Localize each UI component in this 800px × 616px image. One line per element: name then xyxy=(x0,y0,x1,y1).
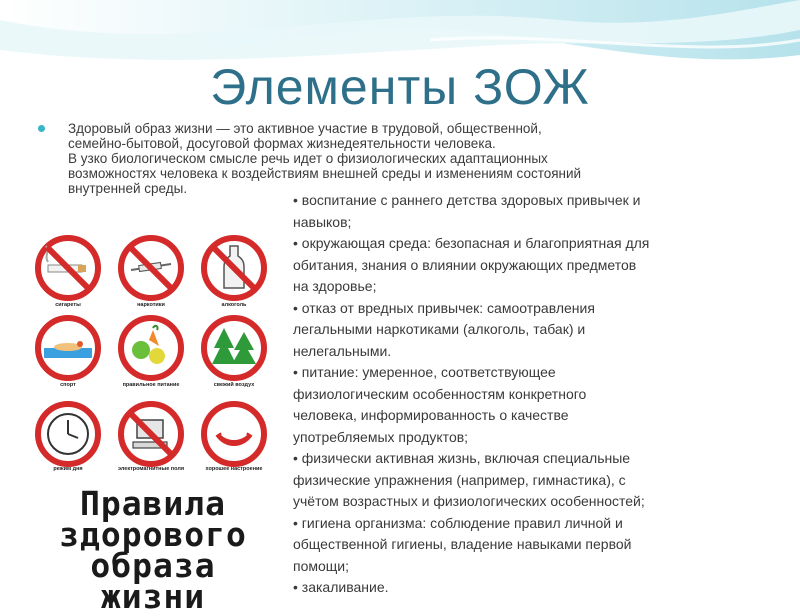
computer-icon xyxy=(117,400,185,468)
sign-label: спорт xyxy=(60,382,76,388)
sign-label: электромагнитные поля xyxy=(117,466,185,472)
sign-label: наркотики xyxy=(137,302,165,308)
intro-line: Здоровый образ жизни — это активное участие в трудовой, общественной, xyxy=(68,121,542,136)
bottle-icon xyxy=(200,234,268,302)
cigarette-icon xyxy=(34,234,102,302)
list-item: физические упражнения (например, гимнастика), с xyxy=(293,471,626,488)
list-item: учётом возрастных и физиологических особенностей; xyxy=(293,493,645,509)
list-item: • гигиена организма: соблюдение правил личной и xyxy=(293,514,623,531)
sign-label: хорошее настроение xyxy=(205,466,263,472)
sign-label: свежий воздух xyxy=(213,382,255,388)
list-item: на здоровье; xyxy=(293,278,377,294)
poster-rules-text xyxy=(36,484,270,616)
list-item: человека, информированность о качестве xyxy=(293,407,569,423)
intro-line: семейно-бытовой, досуговой формах жизнедеятельности человека. xyxy=(68,136,496,151)
intro-line: В узко биологическом смысле речь идет о физиологических адаптационных xyxy=(68,151,548,166)
sign-label: режим дня xyxy=(53,466,83,472)
intro-line: внутренней среды. xyxy=(68,181,188,196)
list-item: легальными наркотиками (алкоголь, табак) и xyxy=(293,321,586,337)
elements-list xyxy=(293,190,763,599)
list-item: • закаливание. xyxy=(293,579,389,595)
clock-icon xyxy=(34,400,102,468)
poster-rules-line: Правила xyxy=(79,484,227,523)
list-item: обитания, знания о влиянии окружающих предметов xyxy=(293,256,637,273)
list-item: нелегальными. xyxy=(293,342,392,359)
syringe-icon xyxy=(117,234,185,302)
poster-rules-line: образа жизни xyxy=(90,546,216,616)
bullet-icon xyxy=(38,125,45,132)
list-item: • физически активная жизнь, включая специальные xyxy=(293,450,631,466)
page-title: Элементы ЗОЖ xyxy=(210,59,590,115)
list-item: • воспитание с раннего детства здоровых привычек и xyxy=(293,192,641,208)
list-item: навыков; xyxy=(293,213,352,230)
list-item: общественной гигиены, владение навыками первой xyxy=(293,536,632,552)
smile-icon xyxy=(200,400,268,468)
trees-icon xyxy=(200,314,268,382)
intro-line: возможностях человека к воздействиям внешней среды и изменениям состояний xyxy=(68,166,582,181)
sign-label: правильное питание xyxy=(122,382,180,388)
list-item: • питание: умеренное, соответствующее xyxy=(293,364,556,380)
intro-paragraph xyxy=(38,121,738,196)
sign-label: алкоголь xyxy=(221,302,247,308)
list-item: физиологическим особенностям конкретного xyxy=(293,385,587,402)
list-item: • отказ от вредных привычек: самоотравления xyxy=(293,299,595,316)
poster-rules-line: здорового xyxy=(59,515,247,554)
list-item: помощи; xyxy=(293,557,350,574)
sign-label: сигареты xyxy=(55,302,81,308)
fruit-icon xyxy=(117,314,185,382)
swimmer-icon xyxy=(34,314,102,382)
list-item: • окружающая среда: безопасная и благоприятная для xyxy=(293,235,650,251)
list-item: употребляемых продуктов; xyxy=(293,428,469,445)
